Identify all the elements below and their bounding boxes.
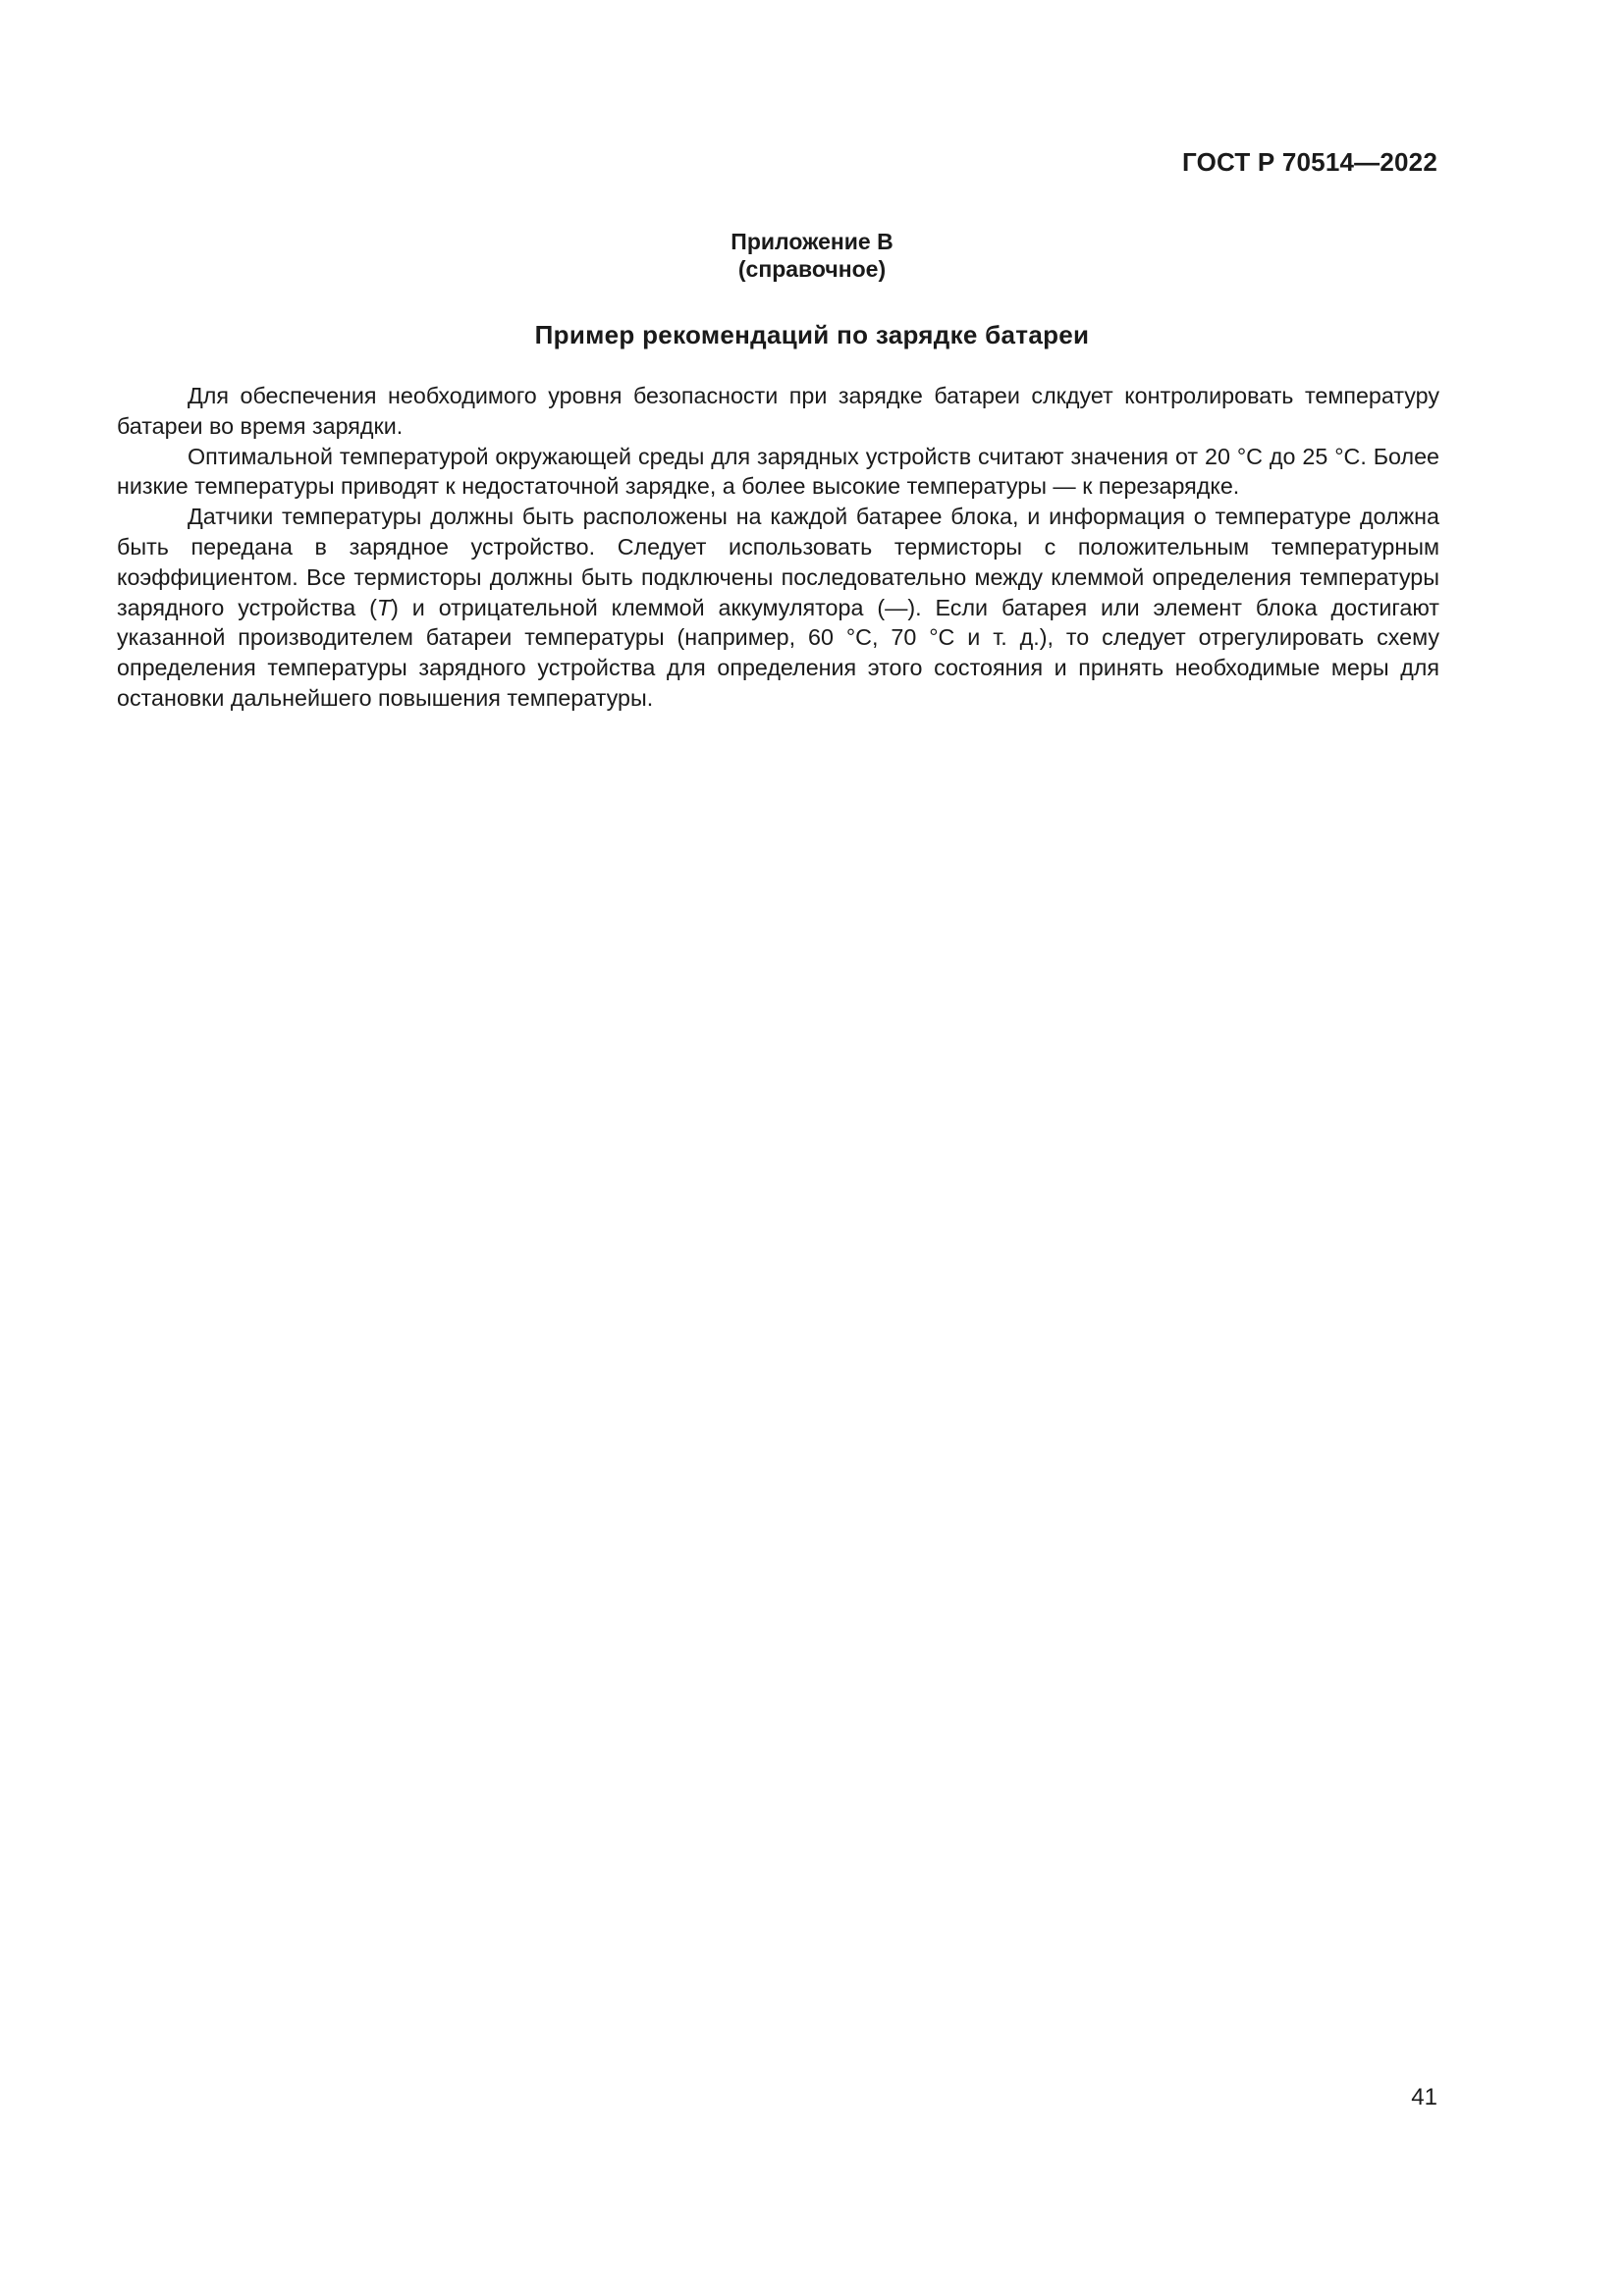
symbol-t: T: [376, 594, 392, 620]
paragraph: [117, 502, 1439, 714]
annex-title: Пример рекомендаций по зарядке батареи: [534, 320, 1090, 349]
annex-heading: [0, 228, 1624, 283]
annex-label: Приложение В: [731, 229, 893, 254]
paragraph: Оптимальной температурой окружающей среды для зарядных устройств считают значения от 20 °С до 25 °С. Более низкие температуры приводят к недостаточной зарядке, а более высокие температуры — к перезарядке.: [117, 443, 1439, 500]
paragraph-text: Датчики температуры должны быть расположены на каждой батарее блока, и информация о температуре должна быть передана в зарядное устройство. Следует использовать термисторы с положительным температурным коэффициентом. Все термисторы должны быть подключены последовательно между клеммой определения температуры зарядного устройства (: [117, 504, 1439, 620]
paragraph-text: ) и отрицательной клеммой аккумулятора (—). Если батарея или элемент блока достигают указанной производителем батареи температуры (например, 60 °С, 70 °С и т. д.), то следует отрегулировать схему определения температуры зарядного устройства для определения этого состояния и принять необходимые меры для остановки дальнейшего повышения температуры.: [117, 594, 1439, 711]
page-number: 41: [1411, 2084, 1437, 2110]
body-text: [117, 381, 1439, 714]
document-code: ГОСТ Р 70514—2022: [1182, 147, 1437, 177]
annex-status: (справочное): [737, 256, 887, 282]
paragraph: Для обеспечения необходимого уровня безопасности при зарядке батареи слкдует контролировать температуру батареи во время зарядки.: [117, 383, 1439, 439]
